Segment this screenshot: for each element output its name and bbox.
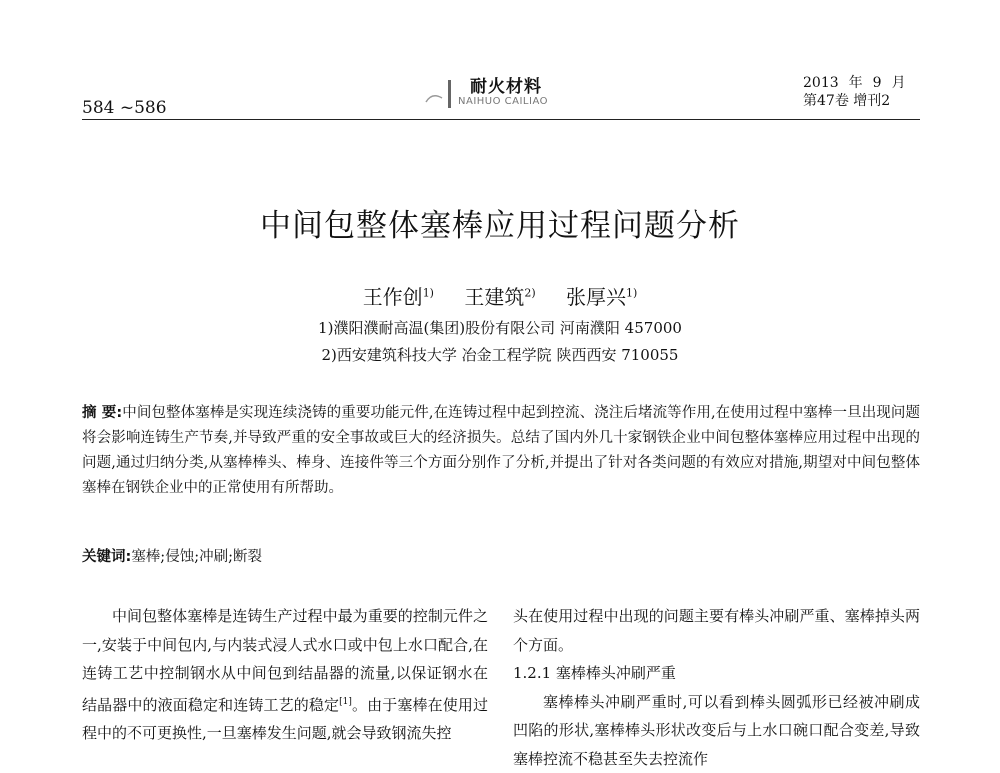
author [363,285,434,309]
section-heading: 1.2.1 塞棒棒头冲刷严重 [513,659,920,688]
citation-ref: [1] [339,697,352,707]
paper-title: 中间包整体塞棒应用过程问题分析 [0,200,1000,245]
keywords-text: 塞棒;侵蚀;冲刷;断裂 [131,549,262,565]
page-range: 584 ~586 [82,98,167,118]
issue-year-unit: 年 [849,74,863,92]
author-list [0,281,1000,310]
author [464,285,535,309]
journal-name-cn: 耐火材料 [470,72,542,97]
journal-name-en: NAIHUO CAILIAO [458,96,548,107]
keywords [82,545,262,566]
header-rule [82,119,920,120]
issue-info [803,74,906,110]
affiliation-2: 2)西安建筑科技大学 冶金工程学院 陕西西安 710055 [0,344,1000,365]
body-column-left [82,602,488,748]
body-text: 中间包整体塞棒是连铸生产过程中最为重要的控制元件之一,安装于中间包内,与内装式浸人式水口或中包上水口配合,在连铸工艺中控制钢水从中间包到结晶器的流量,以保证钢水在结晶器中的液面稳定和连铸工艺的稳定 [82,607,488,714]
author [566,285,637,309]
journal-logo [420,72,580,118]
body-paragraph: 头在使用过程中出现的问题主要有棒头冲刷严重、塞棒掉头两个方面。 [513,602,920,659]
author-name: 张厚兴 [566,285,626,309]
abstract-label: 摘 要: [82,405,122,421]
author-affil-mark: 2) [524,286,535,299]
author-name: 王作创 [363,285,423,309]
journal-logo-icon [420,72,460,118]
author-affil-mark: 1) [423,286,434,299]
abstract-text: 中间包整体塞棒是实现连续浇铸的重要功能元件,在连铸过程中起到控流、浇注后堵流等作用,在使用过程中塞棒一旦出现问题将会影响连铸生产节奏,并导致严重的安全事故或巨大的经济损失。总结了国内外几十家钢铁企业中间包整体塞棒应用过程中出现的问题,通过归纳分类,从塞棒棒头、棒身、连接件等三个方面分别作了分析,并提出了针对各类问题的有效应对措施,期望对中间包整体塞棒在钢铁企业中的正常使用有所帮助。 [82,405,920,496]
body-text: 。由于塞棒在使用过程中的不可更换性,一旦塞棒发生问题,就会导致钢流失控 [82,696,488,743]
body-paragraph: 塞棒棒头冲刷严重时,可以看到棒头圆弧形已经被冲刷成凹陷的形状,塞棒棒头形状改变后与上水口碗口配合变差,导致塞棒控流不稳甚至失去控流作 [513,688,920,773]
issue-month-unit: 月 [892,74,906,92]
body-paragraph [82,602,488,748]
issue-volume: 第47卷 增刊2 [803,92,906,110]
author-affil-mark: 1) [626,286,637,299]
affiliation-1: 1)濮阳濮耐高温(集团)股份有限公司 河南濮阳 457000 [0,317,1000,338]
author-name: 王建筑 [464,285,524,309]
keywords-label: 关键词: [82,549,131,565]
issue-year: 2013 [803,74,839,92]
body-column-right [513,602,920,773]
issue-month: 9 [873,74,882,92]
abstract [82,401,920,501]
issue-date [803,74,906,92]
